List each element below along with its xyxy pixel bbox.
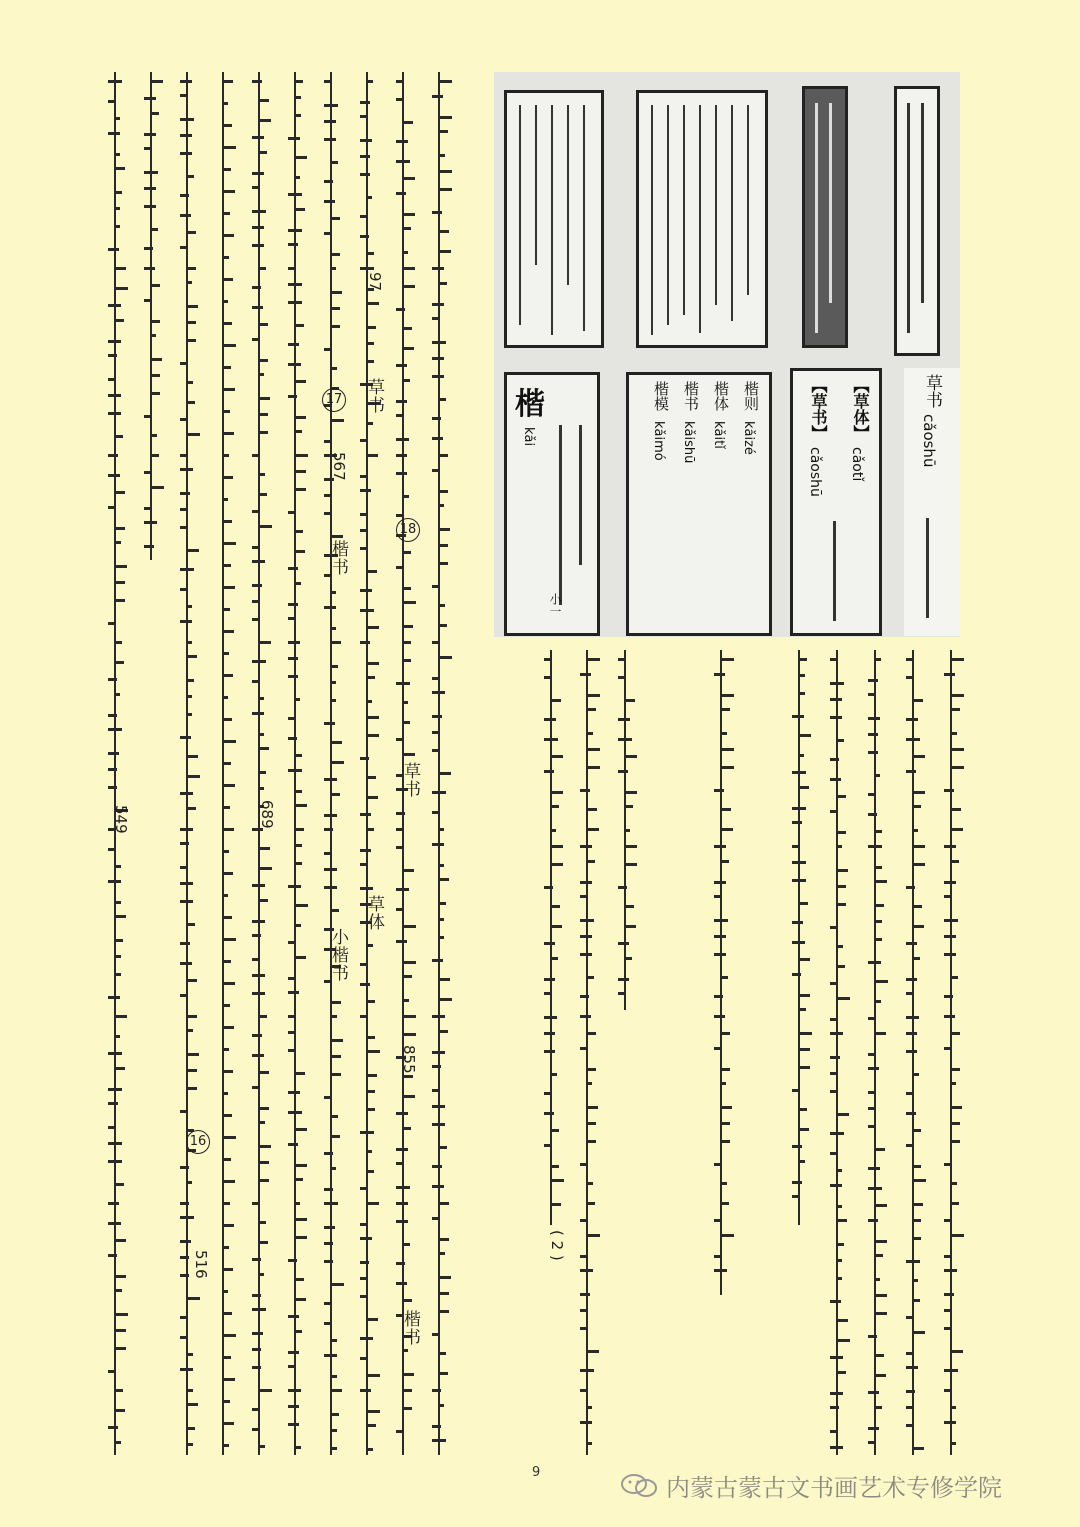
- card-head: 草书: [922, 374, 942, 408]
- circled-number: 17: [322, 388, 346, 412]
- mongolian-text-line: [288, 72, 302, 1455]
- dictionary-card: [504, 90, 604, 348]
- inline-number: 97: [366, 272, 384, 292]
- card-big-char: 楷: [515, 387, 545, 422]
- watermark-text: 内蒙古蒙古文书画艺术专修学院: [666, 1474, 1002, 1502]
- card-head: 楷体: [712, 381, 730, 411]
- inline-number: 855: [400, 1045, 418, 1074]
- dictionary-card: [626, 372, 772, 636]
- mongolian-text-line: [868, 650, 882, 1455]
- dictionary-card: [504, 372, 600, 636]
- inline-term: 小楷书: [328, 928, 348, 982]
- mongolian-text-line: [944, 650, 958, 1455]
- card-pinyin: cǎoshū: [920, 414, 938, 468]
- card-pinyin: kǎimó: [651, 421, 666, 461]
- mongolian-text-line: [618, 650, 632, 1010]
- circled-number: 16: [186, 1130, 210, 1154]
- mongolian-text-line: [144, 72, 158, 560]
- mongolian-text-line: [830, 650, 844, 1455]
- wechat-icon: [620, 1473, 660, 1499]
- card-head: 楷书: [682, 381, 700, 411]
- mongolian-text-line: [180, 72, 194, 1455]
- dictionary-card-dark: [802, 86, 848, 348]
- inline-number: ( 2 ): [548, 1230, 566, 1261]
- card-note: 小一: [548, 593, 562, 617]
- page-number: 9: [532, 1465, 541, 1480]
- mongolian-text-line: [580, 650, 594, 1455]
- mongolian-text-line: [544, 650, 558, 1225]
- inline-term: 楷书: [328, 540, 348, 576]
- dictionary-card: [904, 368, 960, 636]
- card-pinyin: kǎishū: [681, 421, 696, 464]
- mongolian-text-line: [714, 650, 728, 1295]
- dictionary-card: [636, 90, 768, 348]
- mongolian-text-line: [216, 72, 230, 1455]
- card-pinyin: kǎizé: [741, 421, 756, 455]
- card-head: 楷则: [742, 381, 760, 411]
- dictionary-card: [894, 86, 940, 356]
- card-pinyin: kǎi: [521, 427, 536, 447]
- inline-term: 草体: [364, 895, 384, 931]
- card-pinyin: cǎotǐ: [849, 447, 865, 482]
- dictionary-card: [790, 368, 882, 636]
- mongolian-text-line: [906, 650, 920, 1455]
- inline-number: 567: [330, 452, 348, 481]
- inline-term: 草书: [400, 762, 420, 798]
- inline-number: 516: [192, 1250, 210, 1279]
- card-head: 【草体】: [851, 377, 870, 441]
- mongolian-text-line: [108, 72, 122, 1455]
- watermark: [620, 1468, 1002, 1503]
- mongolian-text-line: [324, 72, 338, 1455]
- circled-number: 18: [396, 518, 420, 542]
- card-head: 楷模: [652, 381, 670, 411]
- mongolian-text-line: [432, 72, 446, 1455]
- dictionary-photo: [494, 72, 960, 637]
- inline-term: 楷书: [400, 1310, 420, 1346]
- card-head: 【草书】: [809, 377, 828, 441]
- inline-number: 549: [112, 805, 130, 834]
- inline-term: 草书: [364, 378, 384, 414]
- card-pinyin: cǎoshū: [807, 447, 823, 497]
- mongolian-text-line: [792, 650, 806, 1225]
- card-pinyin: kǎitǐ: [711, 421, 726, 449]
- inline-number: 689: [258, 800, 276, 829]
- mongolian-text-line: [252, 72, 266, 1455]
